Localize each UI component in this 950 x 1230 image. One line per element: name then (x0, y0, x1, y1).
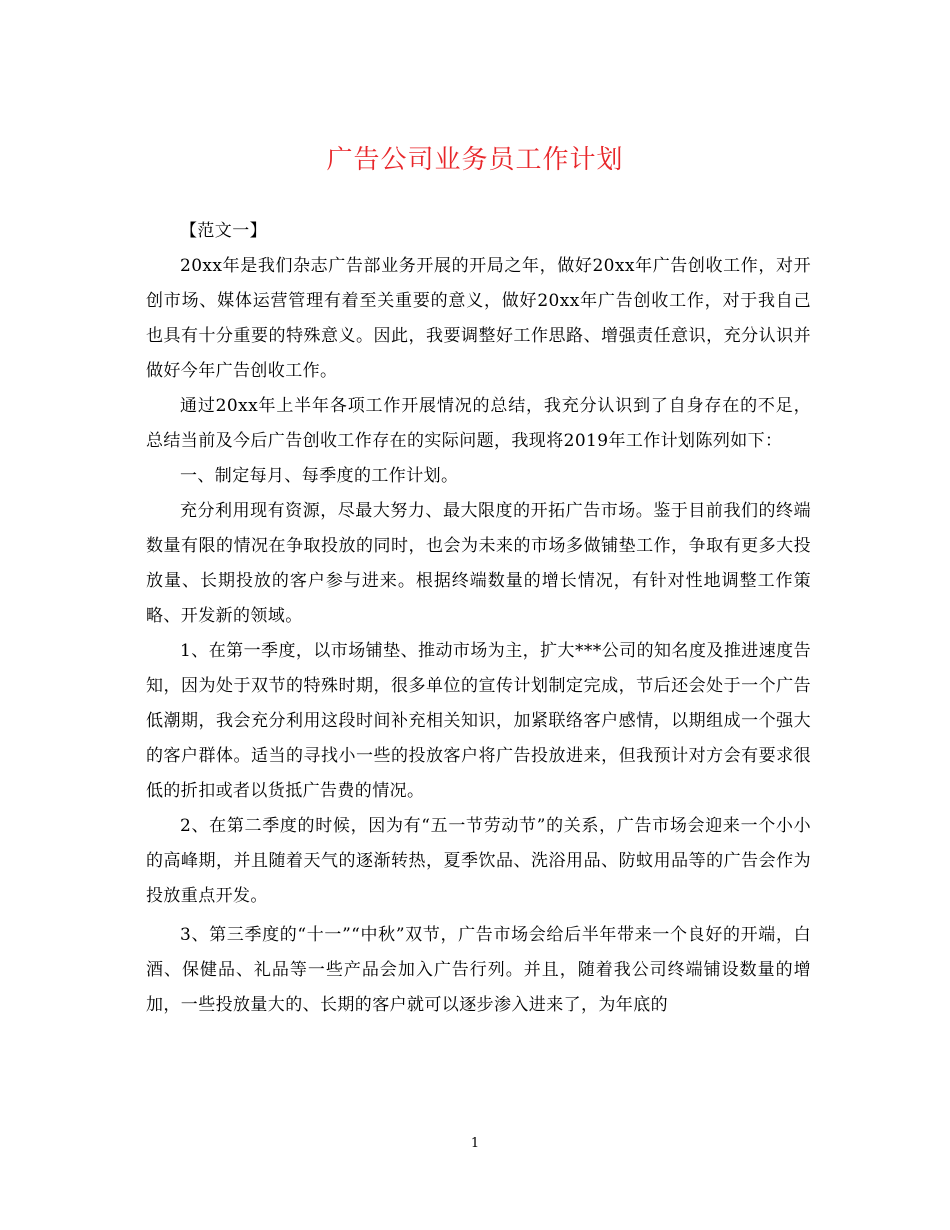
body-paragraph: 通过20xx年上半年各项工作开展情况的总结，我充分认识到了自身存在的不足，总结当前及今后广告创收工作存在的实际问题，我现将2019年工作计划陈列如下： (146, 396, 811, 451)
section-heading: 一、制定每月、每季度的工作计划。 (180, 466, 459, 486)
body-paragraph: 20xx年是我们杂志广告部业务开展的开局之年，做好20xx年广告创收工作，对开创市场、媒体运营管理有着至关重要的意义，做好20xx年广告创收工作，对于我自己也具有十分重要的特殊意义。因此，我要调整好工作思路、增强责任意识，充分认识并做好今年广告创收工作。 (146, 256, 811, 381)
document-title: 广告公司业务员工作计划 (326, 145, 624, 175)
body-paragraph: 3、第三季度的“十一”“中秋”双节，广告市场会给后半年带来一个良好的开端，白酒、保健品、礼品等一些产品会加入广告行列。并且，随着我公司终端铺设数量的增加，一些投放量大的、长期的客户就可以逐步渗入进来了，为年底的 (146, 925, 811, 1015)
page-number: 1 (470, 1136, 480, 1151)
body-paragraph: 2、在第二季度的时候，因为有“五一节劳动节”的关系，广告市场会迎来一个小小的高峰期，并且随着天气的逐渐转热，夏季饮品、洗浴用品、防蚊用品等的广告会作为投放重点开发。 (146, 816, 811, 906)
section-label-paragraph: 【范文一】 (180, 221, 267, 241)
body-paragraph: 1、在第一季度，以市场铺垫、推动市场为主，扩大***公司的知名度及推进速度告知，因为处于双节的特殊时期，很多单位的宣传计划制定完成，节后还会处于一个广告低潮期，我会充分利用这段时间补充相关知识，加紧联络客户感情，以期组成一个强大的客户群体。适当的寻找小一些的投放客户将广告投放进来，但我预计对方会有要求很低的折扣或者以货抵广告费的情况。 (146, 641, 811, 801)
body-paragraph: 充分利用现有资源，尽最大努力、最大限度的开拓广告市场。鉴于目前我们的终端数量有限的情况在争取投放的同时，也会为未来的市场多做铺垫工作，争取有更多大投放量、长期投放的客户参与进来。根据终端数量的增长情况，有针对性地调整工作策略、开发新的领域。 (146, 501, 811, 626)
document-body (146, 214, 811, 1023)
